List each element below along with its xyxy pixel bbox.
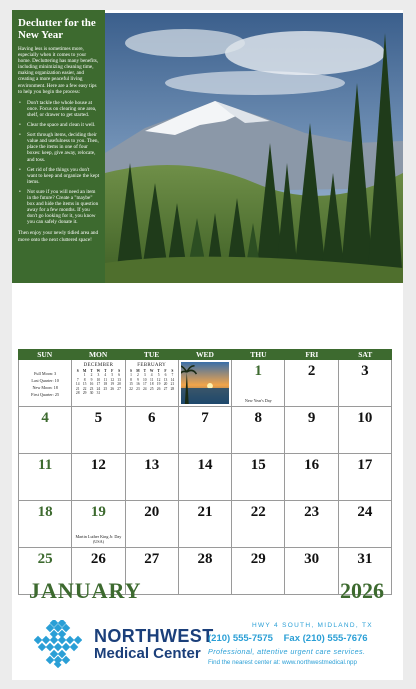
brand-name: NORTHWEST [94,626,214,646]
day-number: 8 [254,410,263,426]
website-link[interactable]: Find the nearest center at: www.northwestmedical.npp [208,659,357,666]
day-cell[interactable] [339,454,392,501]
weekday-label: FRI [305,350,319,359]
day-cell[interactable] [179,407,232,454]
day-cell[interactable] [19,501,72,548]
mini-day: 25 [103,386,108,391]
mini-day: 22 [82,386,87,391]
mini-day: 18 [103,382,108,387]
mini-day: 1 [130,373,132,378]
day-number: 6 [147,410,156,426]
day-number: 21 [197,504,213,520]
mini-day-head: W [149,369,154,373]
mini-day: 20 [163,382,168,387]
mini-day: 9 [137,377,139,382]
day-cell[interactable] [232,454,285,501]
day-number: 5 [94,410,103,426]
mini-day-head: S [171,369,174,373]
mini-day: 14 [75,382,80,387]
mini-day-head: S [76,369,79,373]
mini-month-title: FEBRUARY [137,363,167,368]
mini-day: 11 [103,377,108,382]
weekday-label: MON [88,350,108,359]
day-cell[interactable] [72,454,125,501]
day-number: 1 [254,363,263,379]
weekday-label: SUN [37,350,53,359]
tip-item: • Get rid of the things you don't want to keep and organize the kept items. [18,167,100,185]
mini-day: 8 [130,377,132,382]
moon-phase: New Moon: 18 [32,385,58,390]
weekday-label: WED [196,350,214,359]
day-cell[interactable] [72,407,125,454]
day-number: 17 [357,457,373,473]
moon-phases-cell [19,360,72,407]
day-cell[interactable] [232,407,285,454]
mini-day [102,391,109,395]
mini-day: 28 [75,391,80,396]
mini-day-head: M [136,369,140,373]
mini-day-head: M [82,369,87,373]
mini-day: 30 [89,391,94,396]
day-cell[interactable] [126,454,179,501]
mini-day: 16 [136,382,140,387]
day-number: 3 [361,363,369,379]
mini-day-head: T [143,369,146,373]
mini-day: 6 [118,373,120,378]
article-outro: Then enjoy your newly tidied area and move onto the next cluttered space! [18,230,99,243]
mini-day-head: T [157,369,160,373]
mini-day: 31 [96,391,101,396]
mini-day-head: F [164,369,167,373]
day-number: 24 [357,504,373,520]
mini-day: 27 [163,386,168,391]
day-cell[interactable] [285,407,338,454]
mini-day: 25 [149,386,154,391]
next-month-cell [126,360,179,407]
mini-day: 8 [83,377,86,382]
phone-number: (210) 555-7575 [208,633,273,644]
article-panel [12,10,105,283]
day-number: 4 [41,410,49,426]
day-cell[interactable] [19,454,72,501]
day-number: 13 [144,457,160,473]
day-number: 10 [357,410,373,426]
mini-day: 4 [150,373,153,378]
moon-phase: First Quarter: 25 [31,392,60,397]
mini-day: 2 [137,373,139,378]
year-label: 2026 [340,578,384,603]
day-number: 31 [357,551,373,567]
mini-calendar-february [128,363,176,391]
day-cell[interactable] [126,501,179,548]
mini-day: 6 [164,373,167,378]
day-number: 9 [307,410,316,426]
mini-day: 21 [170,382,175,387]
day-number: 7 [201,410,209,426]
weekday-header [18,349,392,360]
day-cell[interactable] [19,407,72,454]
day-cell[interactable] [285,360,338,407]
day-cell[interactable] [285,501,338,548]
mini-day: 11 [149,377,154,382]
day-cell[interactable] [232,360,285,407]
article-title: Declutter for the New Year [18,17,96,41]
mini-day: 14 [170,377,175,382]
weekday-label: THU [250,350,267,359]
mini-day: 21 [75,386,80,391]
sponsor-ad [12,610,403,680]
mini-day: 23 [89,386,94,391]
mini-day: 1 [83,373,86,378]
mini-day [109,391,116,395]
mini-day: 26 [110,386,114,391]
day-number: 12 [90,457,106,473]
day-number: 20 [144,504,160,520]
mini-day: 17 [143,382,147,387]
tip-item: • Not sure if you will need an item in the future? Create a "maybe" box and hide the items in question away for a few months. If you don't go looking for it, you know you can safely donate it. [18,189,100,226]
day-number: 14 [197,457,213,473]
weekday-label: TUE [143,350,160,359]
photo-cell [179,360,232,407]
tip-item: • Don't tackle the whole house at once. Focus on clearing one area, shelf, or drawer to get started. [18,100,100,118]
mini-day: 24 [96,386,101,391]
mini-day-head: T [104,369,107,373]
mini-day [116,391,123,395]
mini-day-head: T [90,369,93,373]
mini-calendar-december [74,363,122,395]
mini-day: 19 [110,382,114,387]
day-number: 11 [38,457,53,473]
day-number: 27 [144,551,160,567]
mini-day: 9 [90,377,93,382]
fax-number: Fax (210) 555-7676 [283,633,368,644]
holiday-label: Martin Luther King Jr. Day (USA) [75,534,122,544]
day-number: 16 [304,457,320,473]
mini-day: 23 [136,386,140,391]
day-number: 30 [304,551,320,567]
mini-day-head: S [130,369,132,373]
day-number: 26 [90,551,106,567]
day-cell[interactable] [179,454,232,501]
mini-day: 15 [129,382,133,387]
day-cell[interactable] [285,454,338,501]
tip-item: • Clear the space and clean it well. [18,122,100,128]
mini-day: 20 [117,382,121,387]
month-name: JANUARY [29,578,142,603]
mini-day: 26 [156,386,161,391]
month-grid [18,349,392,595]
day-cell[interactable] [179,501,232,548]
mini-day: 28 [170,386,175,391]
tips-list [18,100,100,226]
tagline: Professional, attentive urgent care services. [208,647,366,656]
mini-day: 15 [82,382,87,387]
day-number: 23 [304,504,320,520]
holiday-label: New Year's Day [244,398,272,403]
mini-day: 27 [117,386,121,391]
contact-numbers [208,633,376,644]
mini-day: 7 [76,377,79,382]
weekday-label: SAT [358,350,373,359]
mini-day: 10 [143,377,147,382]
day-number: 2 [307,363,316,379]
mini-day: 22 [129,386,133,391]
mini-day: 3 [143,373,146,378]
prev-month-cell [72,360,125,407]
mini-day: 12 [156,377,161,382]
mini-day: 18 [149,382,154,387]
day-number: 29 [250,551,266,567]
day-number: 18 [37,504,53,520]
day-cell[interactable] [339,407,392,454]
mini-day-head: W [96,369,101,373]
cross-logo-icon [34,620,82,668]
day-cell[interactable] [339,360,392,407]
mini-day: 3 [97,373,100,378]
day-number: 28 [197,551,213,567]
day-cell[interactable] [232,501,285,548]
mini-day: 13 [163,377,168,382]
mini-day: 13 [117,377,121,382]
mini-day: 4 [104,373,107,378]
moon-phase: Full Moon: 3 [34,371,57,376]
tip-item: • Sort through items, deciding their value and usefulness to you. Then, place the items in one of four boxes: keep, give away, relocate, and toss. [18,132,100,162]
article-intro: Having less is sometimes more, especially when it comes to your home. Decluttering has many benefits, including minimizing cleaning time, making organization easier, and creating a more peaceful living environment. Here are a few easy tips to help you begin the process: [18,46,99,95]
day-number: 25 [37,551,53,567]
moon-phase: Last Quarter: 10 [31,378,59,383]
day-cell[interactable] [339,501,392,548]
brand-subname: Medical Center [94,645,201,662]
mini-day: 12 [110,377,114,382]
mini-day-head: S [118,369,121,373]
mini-day: 29 [82,391,87,396]
mini-day: 16 [89,382,94,387]
mini-day: 2 [90,373,93,378]
month-title-bar [29,578,384,608]
mini-day: 17 [96,382,101,387]
day-number: 19 [90,504,106,520]
mini-day: 5 [157,373,160,378]
day-number: 22 [250,504,266,520]
day-cell[interactable] [72,501,125,548]
mountain-photo [105,13,403,283]
address-text: HWY 4 SOUTH, MIDLAND, TX [252,622,373,629]
mini-day: 19 [156,382,161,387]
mini-day-head: F [111,369,114,373]
mini-day: 10 [96,377,101,382]
mini-day: 5 [111,373,114,378]
mini-day: 24 [143,386,147,391]
mini-month-title: DECEMBER [83,363,114,368]
day-cell[interactable] [126,407,179,454]
day-number: 15 [250,457,266,473]
sunset-photo [181,362,229,404]
mini-day: 7 [171,373,174,378]
